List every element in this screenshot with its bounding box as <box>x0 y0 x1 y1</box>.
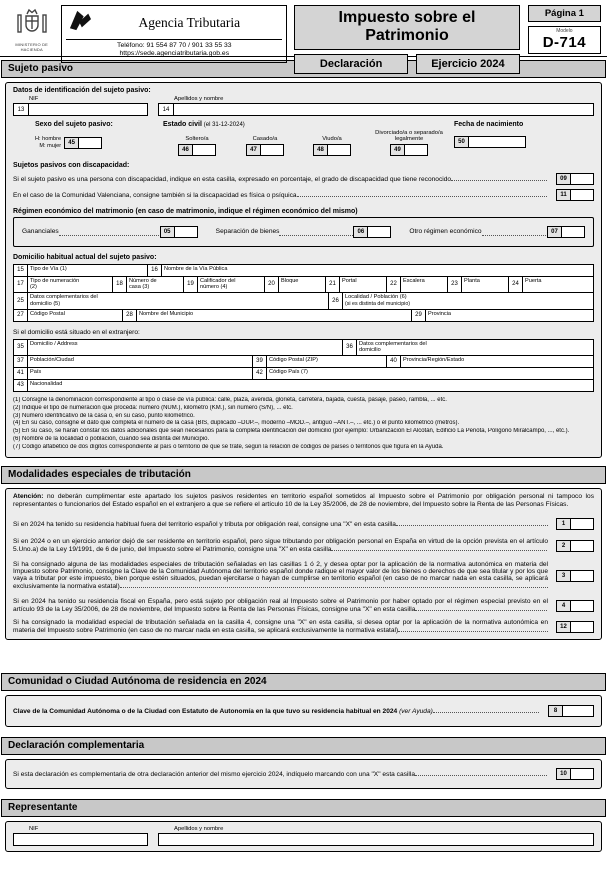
casilla-number: 06 <box>354 227 368 237</box>
cell-provincia[interactable] <box>411 309 594 322</box>
page-model-block <box>528 5 601 54</box>
casilla-number: 3 <box>557 571 571 581</box>
cell-codigo-postal[interactable] <box>13 309 123 322</box>
agency-phone: Teléfono: 91 554 87 70 / 901 33 55 33 <box>117 42 232 49</box>
domicilio-grid <box>13 263 594 322</box>
representante-box <box>5 821 602 852</box>
cell-label: Provincia <box>428 310 452 317</box>
nif-label: NIF <box>29 96 39 102</box>
casilla-1 <box>556 518 594 530</box>
casilla-input[interactable] <box>562 227 584 237</box>
cell-label: Datos complementarios del domicilio (5) <box>30 294 98 307</box>
representante-nombre-field <box>158 826 594 846</box>
form-title: Impuesto sobre el Patrimonio <box>294 5 520 50</box>
nif-box-number: 13 <box>14 104 29 115</box>
discapacidad-title: Sujetos pasivos con discapacidad: <box>13 161 130 169</box>
modalidad-row-1 <box>13 518 594 530</box>
complementaria-text: Si esta declaración es complementaria de otra declaración anterior del mismo ejercicio 2024, indíquelo marcando con una "X" esta casilla <box>13 771 415 779</box>
cell-number: 23 <box>448 277 462 292</box>
atencion-paragraph <box>13 493 594 511</box>
estado-box-number: 48 <box>314 145 328 155</box>
sexo-title: Sexo del sujeto pasivo: <box>35 121 113 128</box>
cell-label: Nacionalidad <box>30 380 63 387</box>
casilla-number: 05 <box>161 227 175 237</box>
estado-opt-label: Casado/a <box>252 136 278 143</box>
cell-label: Código Postal (ZIP) <box>269 356 318 363</box>
modalidad-row-12 <box>13 619 594 634</box>
estado-opt-label: Viudo/a <box>322 136 342 143</box>
fecha-input[interactable] <box>469 137 524 147</box>
estado-title: Estado civil <box>163 121 202 128</box>
fecha-box-number: 50 <box>455 137 469 147</box>
cell-number: 26 <box>329 293 343 308</box>
sexo-input[interactable] <box>79 138 101 148</box>
dot-leader <box>297 191 548 197</box>
cell-escalera[interactable] <box>386 276 448 293</box>
casilla-2 <box>556 540 594 552</box>
ministry-crest-icon <box>15 24 49 41</box>
casilla-input[interactable] <box>563 706 593 716</box>
modalidad-row-3 <box>13 561 594 590</box>
sexo-box <box>64 137 102 149</box>
modalidad-row-text: Si en 2024 ha tenido su residencia fiscal en España, pero está sujeto por obligación real al Impuesto sobre el Patrimonio por haber optado por el régimen especial previsto en el artículo 93 de la Ley 35/2006, de 28 de noviembre, del Impuesto sobre la Renta de las Personas Físicas, consigne una "X" en esta casilla <box>13 598 548 614</box>
estado-input[interactable] <box>193 145 215 155</box>
casilla-input[interactable] <box>175 227 197 237</box>
ident-title: Datos de identificación del sujeto pasivo: <box>13 87 151 94</box>
estado-input[interactable] <box>261 145 283 155</box>
casilla-input[interactable] <box>571 519 593 529</box>
cell-number: 43 <box>14 380 28 391</box>
cell-localidad[interactable] <box>328 292 594 309</box>
casilla-number: 4 <box>557 601 571 611</box>
cell-number: 22 <box>387 277 401 292</box>
regimen-opt-gananciales <box>22 223 198 241</box>
sujeto-pasivo-box <box>5 82 602 458</box>
casilla-06 <box>353 226 391 238</box>
cell-number: 28 <box>123 310 137 321</box>
nombre-label: Apellidos y nombre <box>174 96 224 102</box>
casilla-8 <box>548 705 594 717</box>
estado-opt-label: Soltero/a <box>185 136 209 143</box>
cell-number: 36 <box>343 340 357 355</box>
extranjero-title: Si el domicilio está situado en el extranjero: <box>13 328 140 336</box>
cell-municipio[interactable] <box>122 309 412 322</box>
cell-label: Bloque <box>281 277 299 284</box>
footnote-1: (1) Consigne la denominación correspondiente al tipo o clase de vía pública: calle, plaza, avenida, glorieta, carretera, bajada, cuesta, pasaje, paseo, rambla, ... etc. <box>13 396 447 403</box>
cell-number: 29 <box>412 310 426 321</box>
dot-leader <box>482 230 547 236</box>
casilla-11 <box>556 189 594 201</box>
form-subtitle-declaracion: Declaración <box>294 54 408 74</box>
discapacidad-row-text: Si el sujeto pasivo es una persona con discapacidad, indique en esta casilla, expresado en porcentaje, el grado de discapacidad que tiene reconocido <box>13 175 452 183</box>
dot-leader <box>120 582 548 588</box>
casilla-input[interactable] <box>571 174 593 184</box>
estado-box-number: 49 <box>391 145 405 155</box>
estado-box-number: 47 <box>247 145 261 155</box>
casilla-10 <box>556 768 594 780</box>
nif-input[interactable] <box>29 104 147 115</box>
estado-opt-divorciado <box>365 130 453 156</box>
agency-website[interactable]: https://sede.agenciatributaria.gob.es <box>119 50 230 58</box>
cell-label: Tipo de Vía (1) <box>30 265 67 272</box>
page-number: Página 1 <box>528 5 601 22</box>
regimen-opt-label: Separación de bienes <box>215 228 280 236</box>
complementaria-row <box>13 768 594 780</box>
regimen-opt-label: Gananciales <box>22 228 59 236</box>
nombre-box-number: 14 <box>159 104 174 115</box>
casilla-input[interactable] <box>571 622 593 632</box>
modalidad-row-text: Si en 2024 o en un ejercicio anterior dejó de ser residente en territorio español, pero sigue tributando por obligación personal en España en virtud de la opción prevista en el artículo 5.Uno.a) de la Ley 19/1991, de 6 de junio, del Impuesto sobre el Patrimonio, consigne una "X" en esta casilla <box>13 538 548 554</box>
dot-leader <box>398 626 548 632</box>
representante-nombre-label: Apellidos y nombre <box>174 826 224 833</box>
regimen-opt-label: Otro régimen económico <box>409 228 482 236</box>
estado-opt-viudo <box>299 136 365 155</box>
complementaria-box <box>5 759 602 789</box>
comunidad-row <box>13 705 594 717</box>
sexo-legend-h: H: hombre <box>35 136 62 142</box>
cell-datos-complementarios[interactable] <box>13 292 329 309</box>
cell-sublabel: (si es distinta del municipio) <box>345 300 411 307</box>
modalidad-row-text: Si en 2024 ha tenido su residencia habitual fuera del territorio español y tributa por obligación real, consigne una "X" en esta casilla <box>13 521 396 529</box>
estado-civil-group <box>163 121 454 156</box>
fecha-title: Fecha de nacimiento <box>454 121 524 128</box>
cell-label: País <box>30 368 42 375</box>
cell-planta[interactable] <box>447 276 509 293</box>
cell-number: 20 <box>265 277 279 292</box>
cell-label: Puerta <box>525 277 542 284</box>
cell-calificador[interactable] <box>183 276 265 293</box>
modalidad-row-4 <box>13 598 594 613</box>
casilla-input[interactable] <box>368 227 390 237</box>
cell-label: Tipo de numeración (2) <box>30 277 80 291</box>
domicilio-title: Domicilio habitual actual del sujeto pasivo: <box>13 253 157 261</box>
cell-label: Datos complementarios del domicilio <box>359 340 427 354</box>
title-block <box>294 5 520 74</box>
cell-number: 27 <box>14 310 28 321</box>
cell-datos-complementarios-ext[interactable] <box>342 339 594 356</box>
estado-box-number: 46 <box>179 145 193 155</box>
discapacidad-row-2 <box>13 189 594 201</box>
casilla-number: 12 <box>557 622 571 632</box>
cell-number: 15 <box>14 265 28 276</box>
dot-leader <box>59 230 160 236</box>
cell-number: 35 <box>14 340 28 355</box>
dot-leader <box>415 770 548 776</box>
cell-portal[interactable] <box>325 276 387 293</box>
cell-number: 18 <box>113 277 127 292</box>
cell-label: Nombre del Municipio <box>139 310 194 317</box>
cell-domicilio-address[interactable] <box>13 339 343 356</box>
cell-label: Portal <box>342 277 357 284</box>
casilla-number: 10 <box>557 769 571 779</box>
cell-number: 41 <box>14 368 28 379</box>
estado-input[interactable] <box>405 145 427 155</box>
casilla-07 <box>547 226 585 238</box>
cell-number: 19 <box>184 277 198 292</box>
representante-nombre-input[interactable] <box>159 834 593 845</box>
sexo-box-number: 45 <box>65 138 79 148</box>
estado-opt-label: Divorciado/a o separado/a legalmente <box>375 130 443 143</box>
dot-leader <box>451 175 548 181</box>
casilla-09 <box>556 173 594 185</box>
discapacidad-row-text: En el caso de la Comunidad Valenciana, consigne también si la discapacidad es física o psíquica <box>13 191 297 199</box>
footnotes <box>13 397 594 452</box>
footnote-4: (4) En su caso, consigne el dato que completa el número de la casa (BIS, duplicado –DUP.–, moderno –MOD.–, antiguo –ANT.–, ... etc.) o el punto kilométrico (metros). <box>13 420 460 427</box>
regimen-box <box>13 217 594 247</box>
section-bar-representante: Representante <box>1 799 606 817</box>
dot-leader <box>331 545 548 551</box>
form-subtitle-ejercicio: Ejercicio 2024 <box>416 54 520 74</box>
representante-nif-label: NIF <box>29 826 39 833</box>
cell-number: 24 <box>509 277 523 292</box>
casilla-4 <box>556 600 594 612</box>
cell-label: Calificador del número (4) <box>200 277 236 291</box>
cell-number: 17 <box>14 277 28 292</box>
cell-label: Código País (7) <box>269 368 308 375</box>
estado-opt-casado <box>231 136 299 155</box>
dot-leader <box>415 605 548 611</box>
ministry-name: MINISTERIO DE HACIENDA <box>15 42 49 52</box>
regimen-opt-otro <box>409 223 585 241</box>
cell-number: 25 <box>14 293 28 308</box>
fecha-box <box>454 136 526 148</box>
footnote-7: (7) Código alfabético de dos dígitos correspondiente al país o territorio de que se trate, según la relación de códigos de países o territorios que figura en la Ayuda. <box>13 443 444 450</box>
cell-label: Planta <box>464 277 480 284</box>
casilla-input[interactable] <box>571 571 593 581</box>
casilla-input[interactable] <box>571 190 593 200</box>
footnote-5: (5) En su caso, se harán constar los datos adicionales que sean necesarios para la completa identificación del domicilio (por ejemplo: Urbanización El Alcotán, Edificio La Peñota, Polígono Miralcampo, ..., etc.). <box>13 428 570 435</box>
cell-label: Número de casa (3) <box>129 277 157 291</box>
cell-number: 21 <box>326 277 340 292</box>
cell-label: Domicilio / Address <box>30 340 78 347</box>
cell-numero-casa[interactable] <box>112 276 184 293</box>
footnote-2: (2) Indique el tipo de numeración que proceda: número (NÚM.), kilómetro (KM.), sin número (S/N), ... etc. <box>13 404 293 411</box>
casilla-number: 8 <box>549 706 563 716</box>
cell-tipo-numeracion[interactable] <box>13 276 113 293</box>
comunidad-text: Clave de la Comunidad Autónoma o de la Ciudad con Estatuto de Autonomía en la que tuvo su residencia habitual en 2024 <box>13 708 398 716</box>
modalidades-box <box>5 488 602 641</box>
extranjero-grid <box>13 338 594 392</box>
cell-nacionalidad[interactable] <box>13 379 594 392</box>
comunidad-box <box>5 695 602 727</box>
estado-input[interactable] <box>328 145 350 155</box>
representante-nif-field <box>13 826 148 846</box>
section-bar-sujeto-pasivo: Sujeto pasivo <box>1 60 606 78</box>
agency-name: Agencia Tributaria <box>138 14 241 30</box>
sexo-group <box>13 121 163 156</box>
dot-leader <box>396 520 548 526</box>
sexo-legend <box>35 136 61 149</box>
cell-number: 40 <box>387 356 401 367</box>
nombre-input[interactable] <box>174 104 593 115</box>
footnote-6: (6) Nombre de la localidad o población, cuando sea distinta del Municipio. <box>13 435 210 442</box>
representante-nif-input[interactable] <box>14 834 147 845</box>
atencion-text: no deberán cumplimentar este apartado los sujetos pasivos residentes en territorio español sometidos al Impuesto sobre el Patrimonio por obligación personal ni tampoco los representantes o funcionarios del Estado español en el extranjero a que se refiere el artículo 10 de la Ley 35/2006, de 28 de noviembre, del Impuesto sobre la Renta de las Personas Físicas. <box>13 492 594 509</box>
casilla-12 <box>556 621 594 633</box>
nif-field <box>13 96 148 116</box>
cell-number: 42 <box>253 368 267 379</box>
dot-leader <box>279 230 353 236</box>
casilla-number: 2 <box>557 541 571 551</box>
footnote-3: (3) Número identificativo de la casa o, en su caso, punto kilométrico. <box>13 412 195 419</box>
cell-bloque[interactable] <box>264 276 326 293</box>
cell-puerta[interactable] <box>508 276 594 293</box>
casilla-input[interactable] <box>571 541 593 551</box>
cell-label: Nombre de la Vía Pública <box>164 265 228 272</box>
section-bar-comunidad: Comunidad o Ciudad Autónoma de residencia en 2024 <box>1 673 606 691</box>
cell-label: Provincia/Región/Estado <box>403 356 465 363</box>
estado-note: (el 31-12-2024) <box>203 122 245 128</box>
estado-opt-soltero <box>163 136 231 155</box>
casilla-number: 09 <box>557 174 571 184</box>
divider <box>66 39 282 40</box>
sexo-legend-m: M: mujer <box>39 142 62 149</box>
cell-label: Escalera <box>403 277 425 284</box>
casilla-3 <box>556 570 594 582</box>
cell-number: 39 <box>253 356 267 367</box>
casilla-number: 1 <box>557 519 571 529</box>
model-code: D-714 <box>542 34 587 51</box>
section-bar-modalidades: Modalidades especiales de tributación <box>1 466 606 484</box>
agency-box <box>61 5 287 63</box>
fecha-nacimiento-group <box>454 121 594 156</box>
comunidad-note: (ver Ayuda) <box>399 708 433 716</box>
model-label: Modelo <box>556 28 573 34</box>
cell-label: Código Postal <box>30 310 65 317</box>
nombre-field <box>158 96 594 116</box>
modalidad-row-text: Si ha consignado alguna de las modalidades especiales de tributación señaladas en las casillas 1 ó 2, y desea optar por la aplicación de la normativa autonómica en materia del Impuesto sobre Patrimonio, consigne la Clave de la Comunidad Autónoma del territorio español donde radique el mayor valor de los bienes o derechos de que sea titular y por los que vaya a tributar por este impuesto, bien porque estén situados, puedan ejercitarse o hayan de cumplirse en territorio español (en caso de no marcar nada en esta casilla, se aplicará exclusivamente la normativa estatal) <box>13 561 548 591</box>
discapacidad-row-1 <box>13 173 594 185</box>
atencion-label: Atención: <box>13 492 44 500</box>
cell-label: Localidad / Población (6) <box>345 294 407 301</box>
section-bar-complementaria: Declaración complementaria <box>1 737 606 755</box>
casilla-number: 11 <box>557 190 571 200</box>
cell-number: 16 <box>148 265 162 276</box>
ministry-logo <box>6 5 57 53</box>
casilla-input[interactable] <box>571 769 593 779</box>
regimen-title: Régimen económico del matrimonio (en caso de matrimonio, indique el régimen económico del mismo) <box>13 207 358 215</box>
casilla-input[interactable] <box>571 601 593 611</box>
cell-label: Población/Ciudad <box>30 356 74 363</box>
agencia-tributaria-logo-icon <box>68 9 92 36</box>
modalidad-row-text: Si ha consignado la modalidad especial de tributación señalada en la casilla 4, consigne una "X" en esta casilla, si desea optar por la aplicación de la normativa autonómica en materia del Impuesto sobre Patrimonio (en caso de no marcar nada en esta casilla, se aplicará exclusivamente la normativa estatal) <box>13 619 548 635</box>
modalidad-row-2 <box>13 538 594 553</box>
dot-leader <box>433 707 540 713</box>
cell-number: 37 <box>14 356 28 367</box>
regimen-opt-separacion <box>216 223 392 241</box>
model-box <box>528 26 601 54</box>
casilla-05 <box>160 226 198 238</box>
casilla-number: 07 <box>548 227 562 237</box>
